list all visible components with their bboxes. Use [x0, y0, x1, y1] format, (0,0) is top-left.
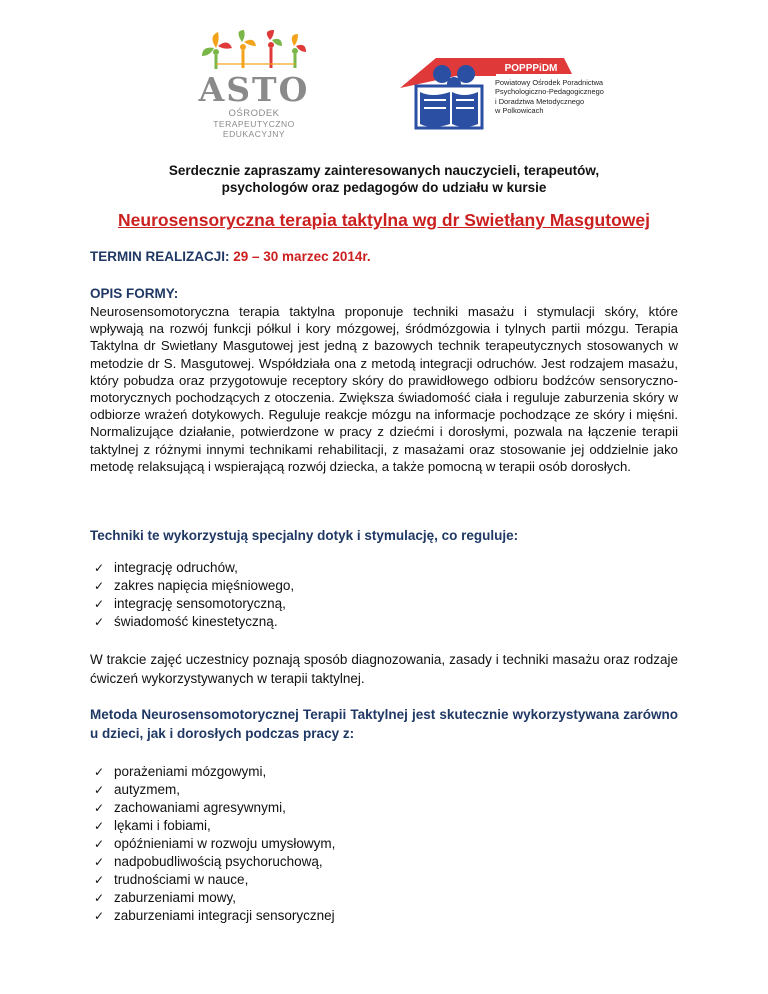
termin-realizacji — [90, 249, 371, 264]
popppidm-line: w Polkowicach — [495, 106, 544, 116]
list-item: ✓ trudnościami w nauce, — [94, 872, 249, 887]
popppidm-line: i Doradztwa Metodycznego — [495, 96, 585, 106]
asto-logo — [186, 30, 322, 139]
techniki-heading: Techniki te wykorzystują specjalny dotyk i stymulację, co reguluje: — [90, 528, 519, 543]
list-item: ✓ nadpobudliwością psychoruchową, — [94, 854, 323, 869]
check-icon: ✓ — [94, 801, 105, 815]
invitation-line-2: psychologów oraz pedagogów do udziału w kursie — [221, 180, 547, 195]
asto-logo-name: ASTO — [198, 70, 310, 109]
popppidm-badge: POPPPiDM — [504, 63, 558, 74]
termin-date: 29 – 30 marzec 2014r. — [233, 249, 371, 264]
termin-label: TERMIN REALIZACJI: — [90, 249, 230, 264]
metoda-list — [90, 763, 335, 925]
popppidm-line: Psychologiczno-Pedagogicznego — [495, 87, 604, 97]
asto-logo-line1: OŚRODEK — [228, 108, 280, 119]
list-item: ✓ zaburzeniami integracji sensorycznej — [94, 908, 335, 923]
asto-figures-icon — [186, 30, 322, 74]
check-icon: ✓ — [94, 855, 105, 869]
check-icon: ✓ — [94, 837, 105, 851]
list-item: ✓ porażeniami mózgowymi, — [94, 764, 267, 779]
check-icon: ✓ — [94, 783, 105, 797]
check-icon: ✓ — [94, 891, 105, 905]
list-item: ✓ zachowaniami agresywnymi, — [94, 800, 286, 815]
check-icon: ✓ — [94, 873, 105, 887]
check-icon: ✓ — [94, 597, 105, 611]
check-icon: ✓ — [94, 819, 105, 833]
list-item: ✓ zaburzeniami mowy, — [94, 890, 237, 905]
popppidm-logo — [396, 48, 626, 130]
list-item: ✓ autyzmem, — [94, 782, 181, 797]
popppidm-line: Powiatowy Ośrodek Poradnictwa — [495, 78, 604, 87]
list-item: ✓ zakres napięcia mięśniowego, — [94, 578, 295, 593]
check-icon: ✓ — [94, 765, 105, 779]
metoda-heading: Metoda Neurosensomotorycznej Terapii Taktylnej jest skutecznie wykorzystywana zarówno u dzieci, jak i dorosłych podczas pracy z: — [90, 707, 678, 741]
techniki-list — [90, 559, 294, 631]
zajecia-text: W trakcie zajęć uczestnicy poznają sposób diagnozowania, zasady i techniki masażu oraz rodzaje ćwiczeń wykorzystywanych w terapii taktylnej. — [90, 652, 678, 686]
list-item: ✓ integrację odruchów, — [94, 560, 238, 575]
list-item: ✓ opóźnieniami w rozwoju umysłowym, — [94, 836, 336, 851]
opis-text: Neurosensomotoryczna terapia taktylna proponuje techniki masażu i stymulacji skóry, które wpływają na rozwój funkcji półkul i kory mózgowej, śródmózgowia i tylnych partii mózgu. Terapia Taktylna dr Swietłany Masgutowej jest jedną z bazowych technik terapeutycznych stosowanych w metodzie dr S. Masgutowej. Współdziała ona z metodą integracji odruchów. Jest rodzajem masażu, który pobudza oraz przygotowuje receptory skóry do prawidłowego odbioru bodźców sensoryczno-motorycznych pochodzących z otoczenia. Zwiększa świadomość ciała i reguluje zaburzenia skóry w odbiorze wrażeń dotykowych. Reguluje reakcje mózgu na informacje pochodzące ze skóry i mięśni. Normalizujące działanie, potwierdzone w pracy z dziećmi i dorosłymi, pozwala na łączenie terapii taktylnej z różnymi innymi technikami rehabilitacji, z masażami oraz stosowanie jej oddzielnie jako metodę relaksującą i wspierającą rozwój dziecka, a także pomocną w terapii osób dorosłych. — [90, 304, 678, 474]
list-item: ✓ lękami i fobiami, — [94, 818, 211, 833]
popppidm-description — [495, 78, 625, 116]
check-icon: ✓ — [94, 909, 105, 923]
course-title: Neurosensoryczna terapia taktylna wg dr Swietłany Masgutowej — [118, 210, 650, 230]
opis-label: OPIS FORMY: — [90, 286, 179, 301]
list-item: ✓ świadomość kinestetyczną. — [94, 614, 278, 629]
invitation-line-1: Serdecznie zapraszamy zainteresowanych nauczycieli, terapeutów, — [168, 163, 600, 178]
check-icon: ✓ — [94, 615, 105, 629]
check-icon: ✓ — [94, 561, 105, 575]
invitation-text — [90, 162, 678, 196]
asto-logo-line2: TERAPEUTYCZNO EDUKACYJNY — [213, 119, 295, 139]
list-item: ✓ integrację sensomotoryczną, — [94, 596, 286, 611]
check-icon: ✓ — [94, 579, 105, 593]
